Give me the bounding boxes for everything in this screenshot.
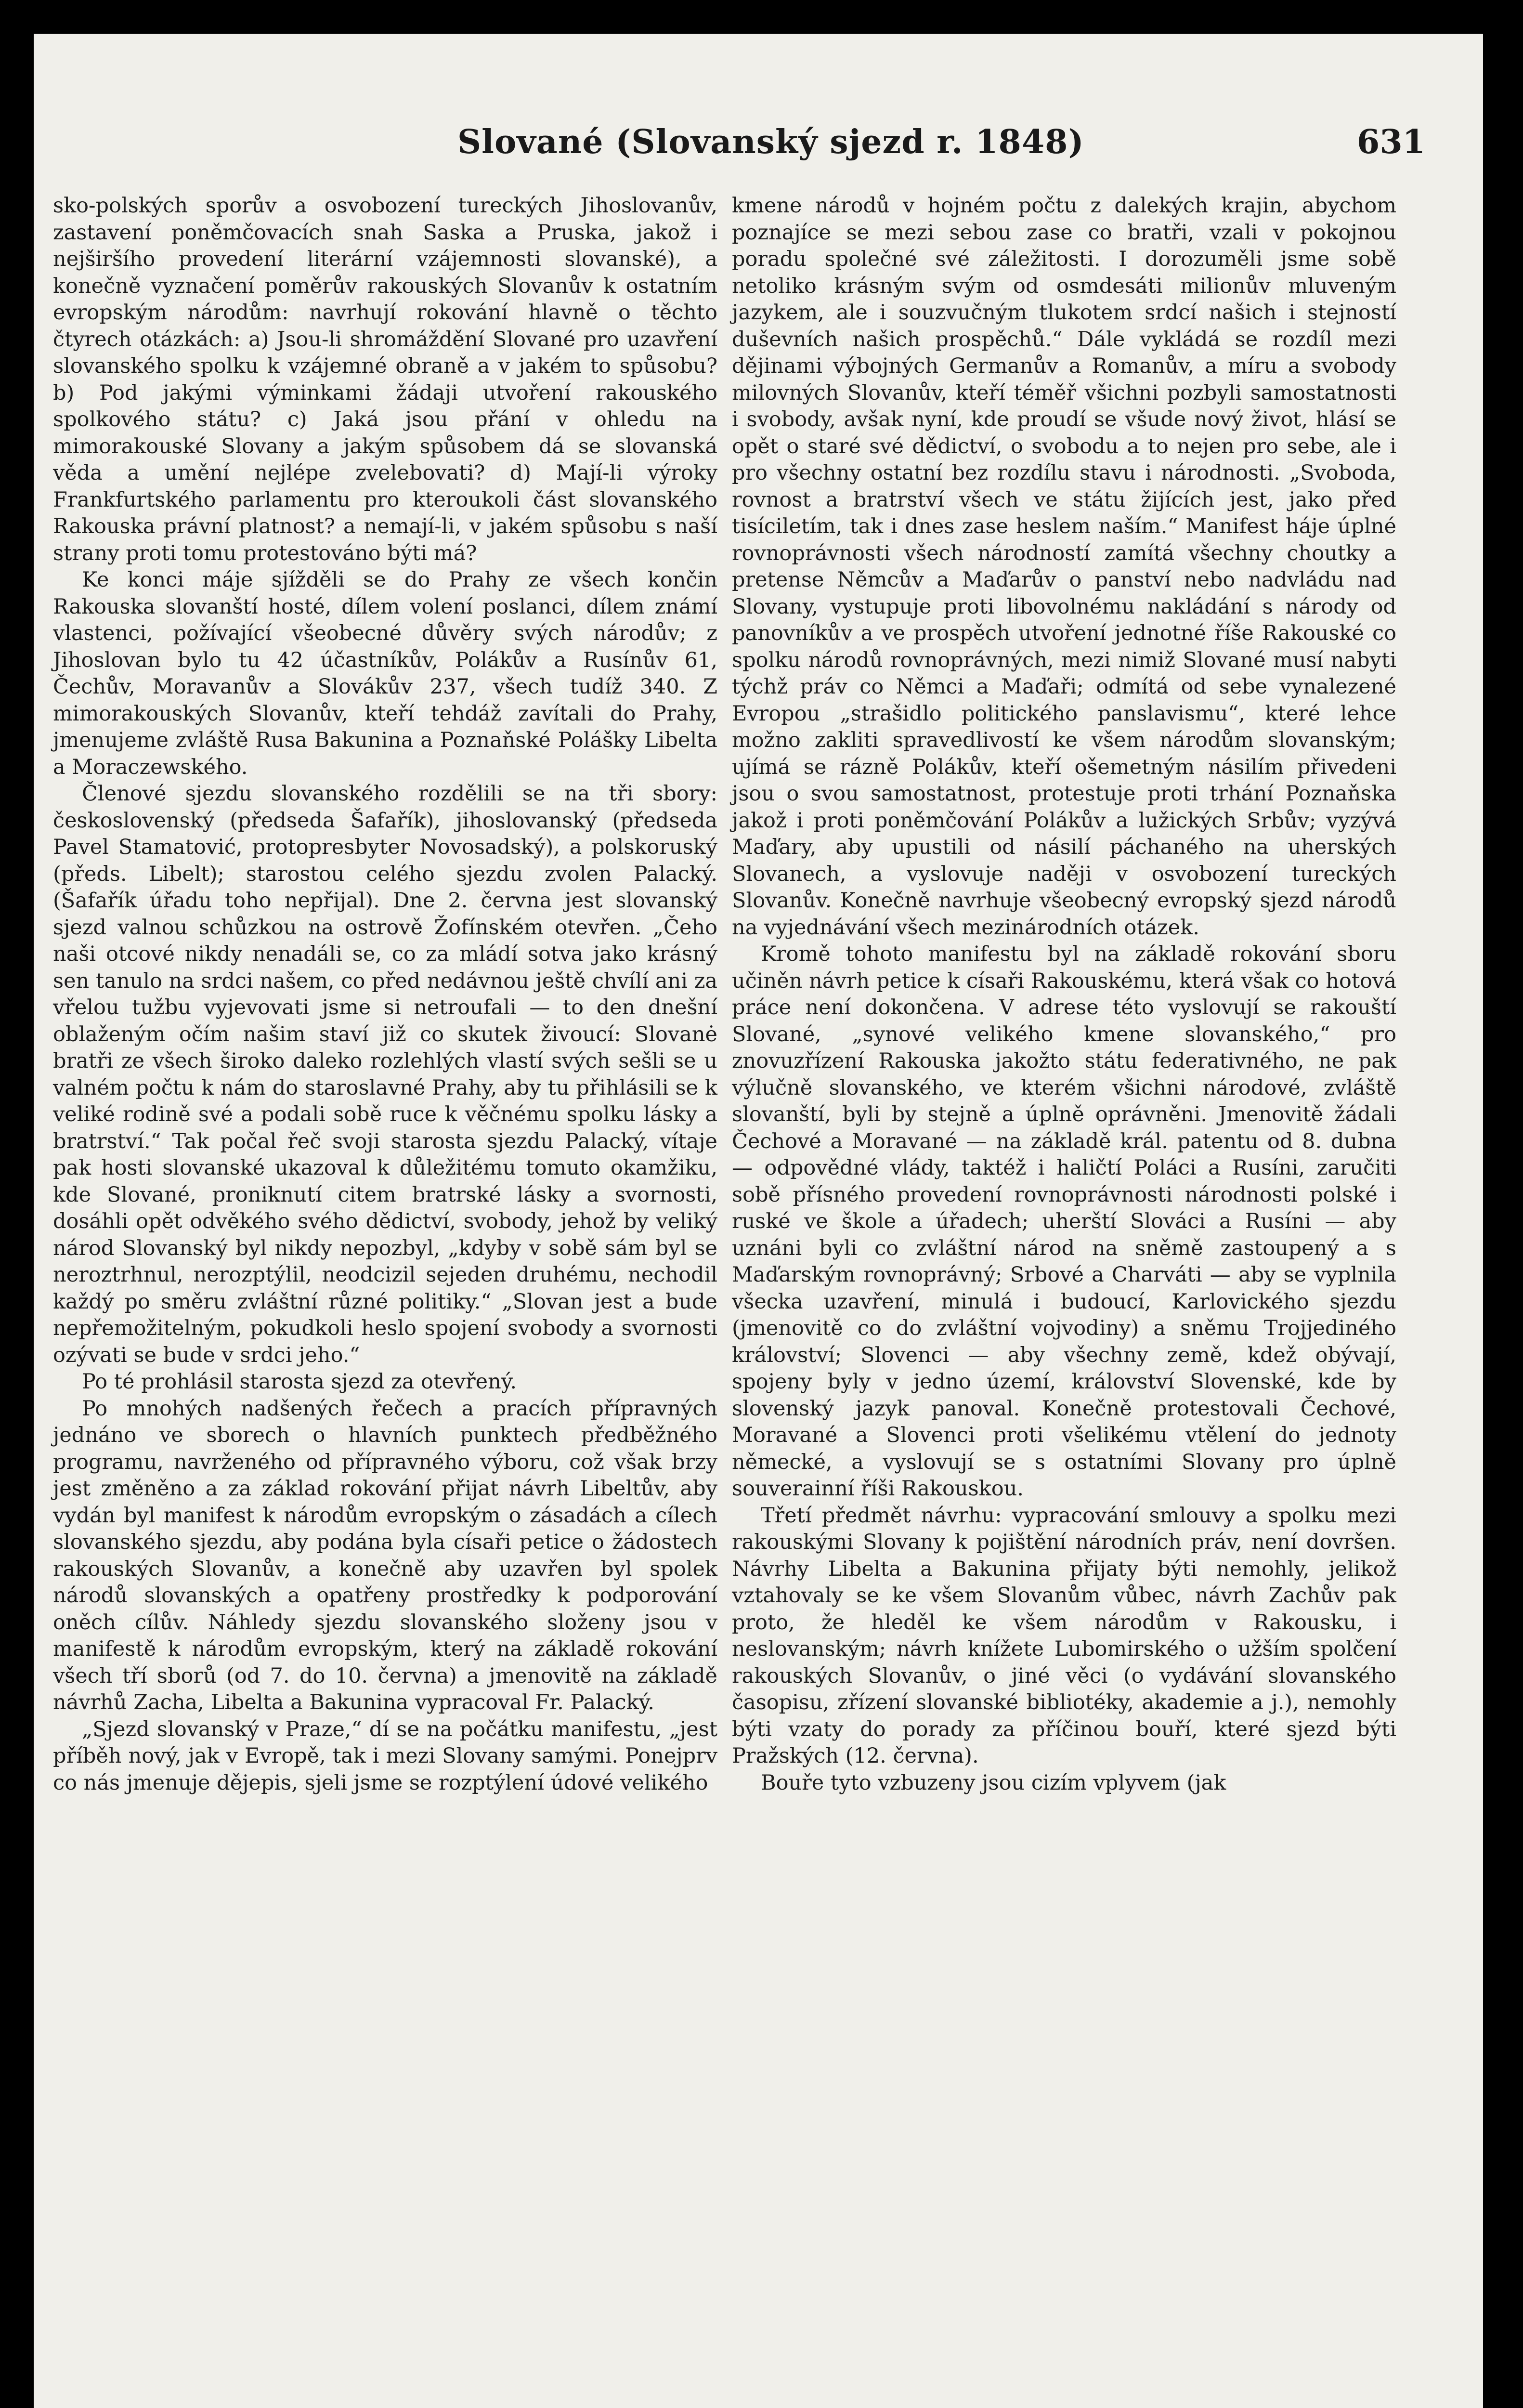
right-paragraph-1: kmene národů v hojném počtu z dalekých krajin, abychom poznajíce se mezi sebou zase co bratři, vzali v pokojnou poradu společné své záležitosti. I dorozuměli jsme sobě netoliko krásným svým od osmdesáti milionův mluveným jazykem, ale i souzvučným tlukotem srdcí našich i stejností duševních našich prospěchů.“ Dále vykládá se rozdíl mezi dějinami výbojných Germanův a Romanův, a míru a svobody milovných Slovanův, kteří téměř všichni pozbyli samostatnosti i svobody, avšak nyní, kde proudí se všude nový život, hlásí se opět o staré své dědictví, o svobodu a to nejen pro sebe, ale i pro všechny ostatní bez rozdílu stavu i národnosti. „Svoboda, rovnost a bratrství všech ve státu žijících jest, jako před tisíciletím, tak i dnes zase heslem naším.“ Manifest háje úplné rovnoprávnosti všech národností zamítá všechny choutky a pretense Němcův a Maďarův o panství nebo nadvládu nad Slovany, vystupuje proti libovolnému nakládání s národy od panovníkův a ve prospěch utvoření jednotné říše Rakouské co spolku národů rovnoprávných, mezi nimiž Slované musí nabyti týchž práv co Němci a Maďaři; odmítá od sebe vynalezené Evropou „strašidlo politického panslavismu“, které lehce možno zakliti spravedlivostí ke všem národům slovanským; ujímá se rázně Polákův, kteří ošemetným násilím přivedeni jsou o svou samostatnost, protestuje proti trhání Poznaňska jakož i proti poněmčování Polákův a lužických Srbův; vyzývá Maďary, aby upustili od násilí páchaného na uherských Slovanech, a vyslovuje naději v osvobození tureckých Slovanův. Konečně navrhuje všeobecný evropský sjezd národů na vyjednávání všech mezinárodních otázek.	[732, 194, 1396, 940]
running-head	[34, 123, 1483, 176]
page-number: 631	[1357, 123, 1425, 161]
right-paragraph-3: Třetí předmět návrhu: vypracování smlouvy a spolku mezi rakouskými Slovany k pojištění národních práv, není dovršen. Návrhy Libelta a Bakunina přijaty býti nemohly, jelikož vztahovaly se ke všem Slovanům vůbec, návrh Zachův pak proto, že hleděl ke všem národům v Rakousku, i neslovanským; návrh knížete Lubomirského o užším spolčení rakouských Slovanův, o jiné věci (o vydávání slovanského časopisu, zřízení slovanské bibliotéky, akademie a j.), nemohly býti vzaty do porady za příčinou bouří, které sjezd býti Pražských (12. června).	[732, 1503, 1396, 1768]
running-title: Slované (Slovanský sjezd r. 1848)	[457, 123, 1084, 161]
left-paragraph-1: sko-polských sporův a osvobození tureckých Jihoslovanův, zastavení poněmčovacích snah Saska a Pruska, jakož i nejširšího provedení literární vzájemnosti slovanské), a konečně vyznačení poměrův rakouských Slovanův k ostatním evropským národům: navrhují rokování hlavně o těchto čtyrech otázkách: a) Jsou-li shromáždění Slované pro uzavření slovanského spolku k vzájemné obraně a v jakém to spůsobu? b) Pod jakými výminkami žádaji utvoření rakouského spolkového státu? c) Jaká jsou přání v ohledu na mimorakouské Slovany a jakým spůsobem dá se slovanská věda a umění nejlépe zvelebovati? d) Mají-li výroky Frankfurtského parlamentu pro kteroukoli část slovanského Rakouska právní platnost? a nemají-li, v jakém spůsobu s naší strany proti tomu protestováno býti má?	[53, 194, 717, 565]
right-paragraph-2: Kromě tohoto manifestu byl na základě rokování sboru učiněn návrh petice k císaři Rakouskému, která však co hotová práce není dokončena. V adrese této vyslovují se rakouští Slované, „synové velikého kmene slovanského,“ pro znovuzřízení Rakouska jakožto státu federativného, ne pak výlučně slovanského, ve kterém všichni národové, zvláště slovanští, byli by stejně a úplně oprávněni. Jmenovitě žádali Čechové a Moravané — na základě král. patentu od 8. dubna — odpovědné vlády, taktéž i haličtí Poláci a Rusíni, zaručiti sobě přísného provedení rovnoprávnosti národnosti polské i ruské ve škole a úřadech; uherští Slováci a Rusíni — aby uznáni byli co zvláštní národ na sněmě zastoupený a s Maďarským rovnoprávný; Srbové a Charváti — aby se vyplnila všecka uzavření, minulá i budoucí, Karlovického sjezdu (jmenovitě co do zvláštní vojvodiny) a sněmu Trojjediného království; Slovenci — aby všechny země, kdež obývají, spojeny byly v jedno území, království Slovenské, kde by slovenský jazyk panoval. Konečně protestovali Čechové, Moravané a Slovenci proti všelikému vtělení do jednoty německé, a vyslovují se s ostatními Slovany pro úplně souverainní říši Rakouskou.	[732, 942, 1396, 1501]
book-page	[34, 34, 1483, 2408]
left-paragraph-5: Po mnohých nadšených řečech a pracích přípravných jednáno ve sborech o hlavních punktech předběžného programu, navrženého od přípravného výboru, což však brzy jest změněno a za základ rokování přijat návrh Libeltův, aby vydán byl manifest k národům evropským o zásadách a cílech slovanského sjezdu, aby podána byla císaři petice o žádostech rakouských Slovanův, a konečně aby uzavřen byl spolek národů slovanských a opatřeny prostředky k podporování oněch cílův. Náhledy sjezdu slovanského složeny jsou v manifestě k národům evropským, který na základě rokování všech tří sborů (od 7. do 10. června) a jmenovitě na základě návrhů Zacha, Libelta a Bakunina vypracoval Fr. Palacký.	[53, 1396, 717, 1714]
left-paragraph-6: „Sjezd slovanský v Praze,“ dí se na počátku manifestu, „jest příběh nový, jak v Evropě, tak i mezi Slovany samými. Ponejprv co nás jmenuje dějepis, sjeli jsme se rozptýlení údové velikého	[53, 1717, 717, 1795]
right-column	[732, 193, 1396, 1796]
left-paragraph-2: Ke konci máje sjížděli se do Prahy ze všech končin Rakouska slovanští hosté, dílem volení poslanci, dílem známí vlastenci, požívající všeobecné důvěry svých národův; z Jihoslovan bylo tu 42 účastníkův, Polákův a Rusínův 61, Čechův, Moravanův a Slovákův 237, všech tudíž 340. Z mimorakouských Slovanův, kteří tehdáž zavítali do Prahy, jmenujeme zvláště Rusa Bakunina a Poznaňské Polášky Libelta a Moraczewského.	[53, 568, 717, 779]
left-paragraph-4: Po té prohlásil starosta sjezd za otevřený.	[82, 1370, 517, 1394]
left-paragraph-3: Členové sjezdu slovanského rozdělili se na tři sbory: československý (předseda Šafařík), jihoslovanský (předseda Pavel Stamatović, protopresbyter Novosadský), a polskoruský (předs. Libelt); starostou celého sjezdu zvolen Palacký. (Šafařík úřadu toho nepřijal). Dne 2. června jest slovanský sjezd valnou schůzkou na ostrově Žofínském otevřen. „Čeho naši otcové nikdy nenadáli se, co za mládí sotva jako krásný sen tanulo na srdci našem, co před nedávnou ještě chvílí ani za vřelou tužbu vyjevovati jsme si netroufali — to den dnešní oblaženým očím našim staví již co skutek živoucí: Slovanė bratři ze všech široko daleko rozlehlých vlastí svých sešli se u valném počtu k nám do staroslavné Prahy, aby tu přihlásili se k veliké rodině své a podali sobě ruce k věčnému spolku lásky a bratrství.“ Tak počal řeč svoji starosta sjezdu Palacký, vítaje pak hosti slovanské ukazoval k důležitému tomuto okamžiku, kde Slované, proniknutí citem bratrské lásky a svornosti, dosáhli opět odvěkého svého dědictví, svobody, jehož by veliký národ Slovanský byl nikdy nepozbyl, „kdyby v sobě sám byl se neroztrhnul, nerozptýlil, neodcizil sejeden druhému, nechodil každý po směru zvláštní různé politiky.“ „Slovan jest a bude nepřemožitelným, pokudkoli heslo spojení svobody a svornosti ozývati se bude v srdci jeho.“	[53, 782, 717, 1367]
right-paragraph-4: Bouře tyto vzbuzeny jsou cizím vplyvem (jak	[761, 1770, 1226, 1795]
left-column	[53, 193, 717, 1796]
